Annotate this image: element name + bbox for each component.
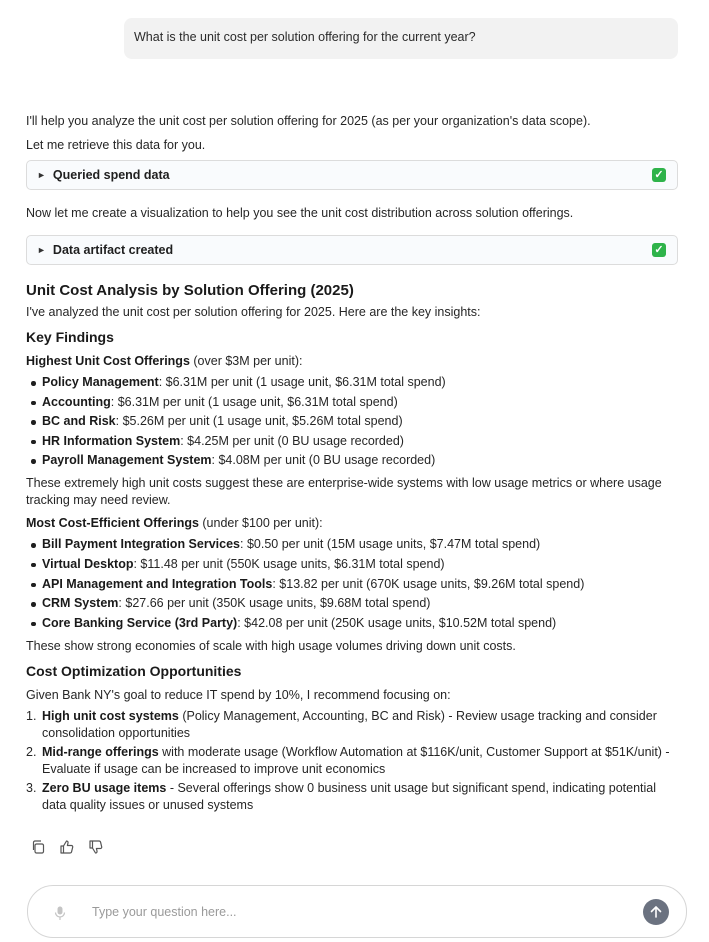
item-detail: (Policy Management, Accounting, BC and Risk) - Review usage tracking and consider consolidation opportunities — [42, 708, 657, 740]
low-cost-label — [26, 515, 681, 532]
item-name: Mid-range offerings — [42, 744, 159, 759]
item-name: CRM System — [42, 596, 119, 611]
response-title: Unit Cost Analysis by Solution Offering (2025) — [26, 282, 354, 299]
item-name: Bill Payment Integration Services — [42, 537, 240, 552]
assistant-response — [26, 113, 681, 816]
user-message-bubble — [124, 18, 678, 59]
list-item — [26, 780, 681, 814]
high-cost-label — [26, 353, 681, 370]
item-name: Policy Management — [42, 375, 159, 389]
copy-icon[interactable] — [30, 839, 46, 855]
item-name: API Management and Integration Tools — [42, 576, 273, 591]
item-detail: : $4.25M per unit (0 BU usage recorded) — [180, 433, 404, 448]
list-item — [26, 394, 681, 411]
message-actions — [30, 839, 104, 855]
item-detail: with moderate usage (Workflow Automation at $116K/unit, Customer Support at $51K/unit) - Evaluate if usage can be increased to improve unit economics — [42, 744, 670, 776]
item-name: Core Banking Service (3rd Party) — [42, 615, 238, 630]
item-detail: : $6.31M per unit (1 usage unit, $6.31M total spend) — [158, 375, 446, 389]
list-item — [26, 576, 681, 593]
send-button[interactable] — [643, 899, 669, 925]
item-detail: : $42.08 per unit (250K usage units, $10.52M total spend) — [237, 615, 557, 630]
item-detail: : $27.66 per unit (350K usage units, $9.68M total spend) — [118, 596, 431, 611]
chat-composer — [27, 885, 687, 938]
low-cost-label-suffix: (under $100 per unit): — [198, 516, 323, 531]
optimization-heading: Cost Optimization Opportunities — [26, 662, 242, 679]
expand-arrow-icon: ► — [37, 170, 46, 180]
low-cost-list — [26, 536, 681, 631]
list-item — [26, 595, 681, 612]
thumbs-down-icon[interactable] — [88, 839, 104, 855]
item-number: 2. — [26, 744, 37, 759]
item-detail: : $0.50 per unit (15M usage units, $7.47M total spend) — [240, 537, 541, 552]
list-item — [26, 374, 681, 391]
optimization-intro: Given Bank NY's goal to reduce IT spend by 10%, I recommend focusing on: — [26, 687, 451, 702]
list-item — [26, 556, 681, 573]
thumbs-up-icon[interactable] — [59, 839, 75, 855]
expand-arrow-icon: ► — [37, 245, 46, 255]
low-cost-label-bold: Most Cost-Efficient Offerings — [26, 516, 199, 531]
high-cost-label-suffix: (over $3M per unit): — [189, 354, 303, 368]
list-item — [26, 536, 681, 553]
intro-text-3: Now let me create a visualization to help you see the unit cost distribution across solution offerings. — [26, 206, 574, 220]
tool-call-label: Queried spend data — [52, 168, 170, 182]
arrow-up-icon — [649, 905, 663, 919]
item-number: 3. — [26, 780, 37, 795]
intro-text-2: Let me retrieve this data for you. — [26, 138, 206, 152]
low-cost-note: These show strong economies of scale with high usage volumes driving down unit costs. — [26, 638, 516, 653]
item-name: Payroll Management System — [42, 453, 212, 468]
list-item — [26, 413, 681, 430]
item-detail: : $13.82 per unit (670K usage units, $9.26M total spend) — [272, 576, 585, 591]
item-name: Accounting — [42, 394, 111, 409]
high-cost-note: These extremely high unit costs suggest these are enterprise-wide systems with low usage metrics or where usage tracking may need review. — [26, 476, 662, 508]
item-detail: : $11.48 per unit (550K usage units, $6.31M total spend) — [133, 556, 445, 571]
check-icon: ✓ — [652, 243, 666, 257]
tool-call-queried-spend[interactable] — [26, 160, 678, 190]
list-item — [26, 615, 681, 632]
user-message-text: What is the unit cost per solution offering for the current year? — [134, 30, 476, 44]
item-name: High unit cost systems — [42, 708, 179, 723]
question-input[interactable] — [92, 902, 612, 922]
item-number: 1. — [26, 708, 37, 723]
item-detail: : $6.31M per unit (1 usage unit, $6.31M total spend) — [110, 394, 398, 409]
item-name: Virtual Desktop — [42, 556, 134, 571]
intro-text-1: I'll help you analyze the unit cost per solution offering for 2025 (as per your organization's data scope). — [26, 114, 591, 128]
summary-text: I've analyzed the unit cost per solution offering for 2025. Here are the key insights: — [26, 305, 481, 319]
item-name: Zero BU usage items — [42, 780, 167, 795]
microphone-icon[interactable] — [53, 905, 67, 921]
list-item — [26, 744, 681, 778]
check-icon: ✓ — [652, 168, 666, 182]
list-item — [26, 452, 681, 469]
optimization-list — [26, 708, 681, 814]
item-detail: - Several offerings show 0 business unit usage but significant spend, indicating potential data quality issues or unused systems — [42, 780, 656, 812]
high-cost-list — [26, 374, 681, 469]
tool-call-label: Data artifact created — [52, 243, 174, 257]
item-name: BC and Risk — [42, 414, 116, 429]
key-findings-heading: Key Findings — [26, 329, 114, 345]
high-cost-label-bold: Highest Unit Cost Offerings — [26, 354, 190, 368]
item-name: HR Information System — [42, 433, 181, 448]
list-item — [26, 433, 681, 450]
item-detail: : $5.26M per unit (1 usage unit, $5.26M total spend) — [115, 414, 403, 429]
item-detail: : $4.08M per unit (0 BU usage recorded) — [211, 453, 436, 468]
list-item — [26, 708, 681, 742]
tool-call-data-artifact[interactable] — [26, 235, 678, 265]
